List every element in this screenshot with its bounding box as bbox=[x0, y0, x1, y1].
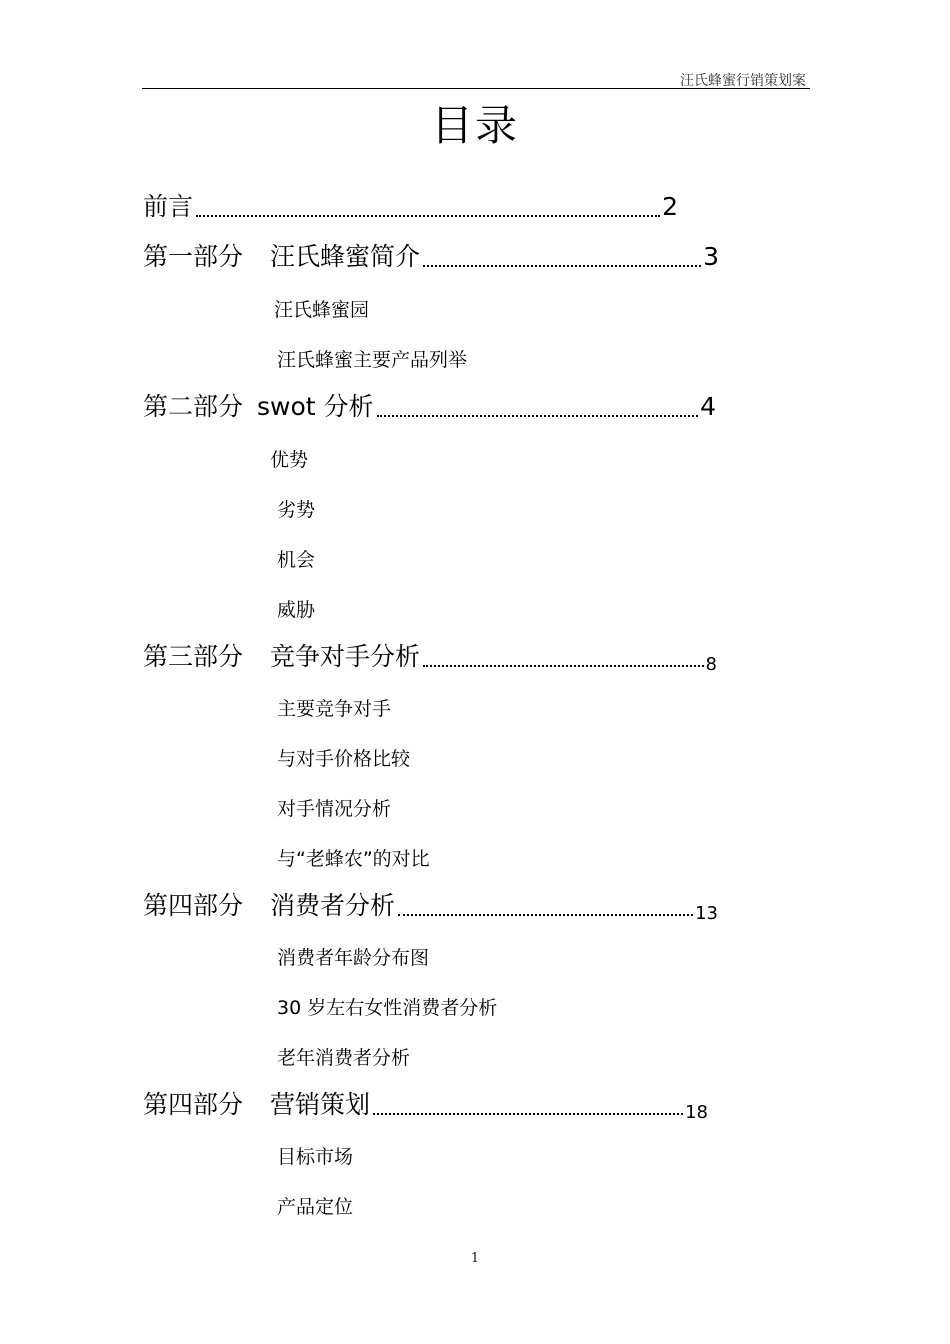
page-number: 1 bbox=[470, 1251, 480, 1266]
toc-leader-dots bbox=[423, 665, 704, 667]
toc-page-number: 2 bbox=[662, 192, 678, 221]
toc-part-label: 第四部分 bbox=[143, 1090, 244, 1119]
header-rule bbox=[142, 88, 810, 89]
toc-leader-dots bbox=[373, 1113, 683, 1115]
toc-subentry[interactable]: 30 岁左右女性消费者分析 bbox=[277, 997, 498, 1019]
toc-subentry[interactable]: 汪氏蜂蜜园 bbox=[274, 299, 370, 321]
toc-subentry[interactable]: 优势 bbox=[270, 449, 309, 471]
toc-entry-name: 消费者分析 bbox=[270, 891, 396, 920]
toc-leader-dots bbox=[398, 914, 693, 916]
toc-subentry[interactable]: 老年消费者分析 bbox=[277, 1047, 411, 1069]
toc-subentry[interactable]: 与对手价格比较 bbox=[277, 748, 411, 770]
toc-entry-name: 前言 bbox=[143, 192, 194, 221]
toc-entry-part-3[interactable] bbox=[143, 632, 717, 675]
toc-entry-name: swot 分析 bbox=[257, 392, 374, 421]
toc-subentry[interactable]: 目标市场 bbox=[277, 1146, 354, 1168]
toc-page-number: 13 bbox=[695, 903, 718, 924]
toc-leader-dots bbox=[423, 265, 701, 267]
toc-entry-name: 营销策划 bbox=[270, 1090, 371, 1119]
toc-subentry[interactable]: 威胁 bbox=[277, 599, 316, 621]
toc-entry-part-1[interactable] bbox=[143, 232, 719, 272]
toc-page-number: 8 bbox=[705, 654, 717, 675]
toc-title: 目录 bbox=[430, 101, 519, 150]
toc-subentry[interactable]: 消费者年龄分布图 bbox=[277, 947, 430, 969]
toc-page-number: 3 bbox=[703, 242, 719, 271]
toc-subentry[interactable]: 机会 bbox=[277, 549, 316, 571]
toc-entry-name: 竞争对手分析 bbox=[270, 642, 421, 671]
toc-entry-part-2[interactable] bbox=[143, 382, 716, 422]
toc-entry-part-4[interactable] bbox=[143, 881, 718, 924]
running-header: 汪氏蜂蜜行销策划案 bbox=[680, 73, 806, 89]
toc-page-number: 4 bbox=[700, 392, 716, 421]
toc-page-number: 18 bbox=[685, 1102, 708, 1123]
toc-part-label: 第一部分 bbox=[143, 242, 244, 271]
toc-part-label: 第三部分 bbox=[143, 642, 244, 671]
toc-part-label: 第二部分 bbox=[143, 392, 244, 421]
toc-subentry[interactable]: 产品定位 bbox=[277, 1196, 354, 1218]
toc-leader-dots bbox=[196, 215, 660, 217]
toc-subentry[interactable]: 劣势 bbox=[277, 499, 316, 521]
toc-subentry[interactable]: 汪氏蜂蜜主要产品列举 bbox=[277, 349, 468, 371]
toc-subentry[interactable]: 主要竞争对手 bbox=[277, 698, 392, 720]
toc-part-label: 第四部分 bbox=[143, 891, 244, 920]
toc-entry-part-5[interactable] bbox=[143, 1080, 708, 1123]
toc-subentry[interactable]: 对手情况分析 bbox=[277, 798, 392, 820]
toc-leader-dots bbox=[377, 415, 699, 417]
toc-entry-preface[interactable] bbox=[143, 182, 678, 222]
toc-entry-name: 汪氏蜂蜜简介 bbox=[270, 242, 421, 271]
toc-subentry[interactable]: 与“老蜂农”的对比 bbox=[277, 848, 430, 870]
